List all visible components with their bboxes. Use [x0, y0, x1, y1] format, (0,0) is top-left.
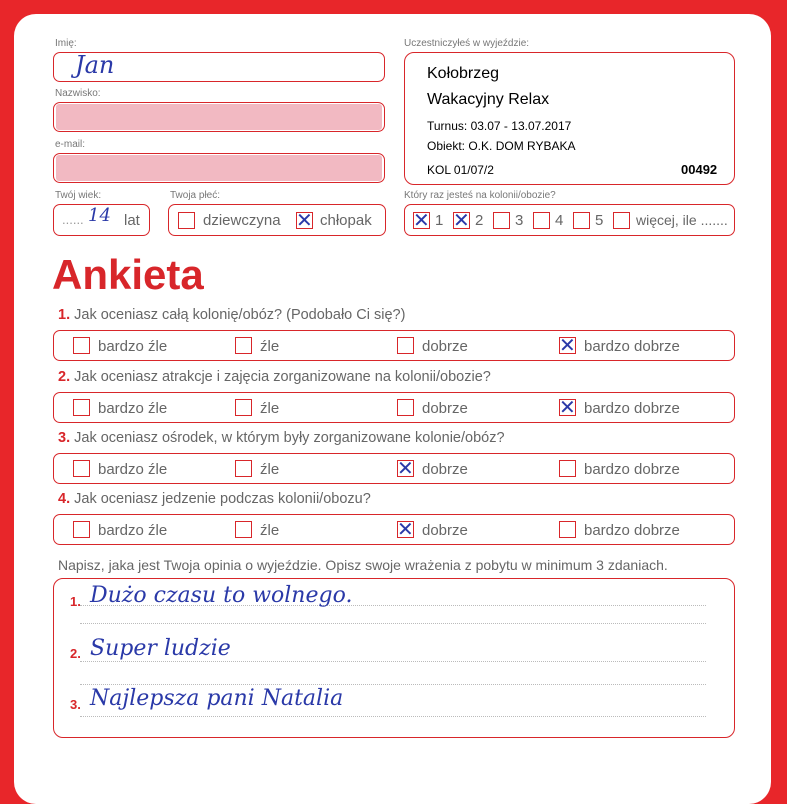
rating-label: bardzo dobrze — [584, 338, 680, 355]
surname-label: Nazwisko: — [55, 88, 101, 99]
times-5-label: 5 — [595, 212, 604, 229]
rating-checkbox[interactable] — [397, 337, 414, 354]
times-3-label: 3 — [515, 212, 524, 229]
rating-checkbox[interactable] — [235, 399, 252, 416]
times-2-label: 2 — [475, 212, 484, 229]
times-5-checkbox[interactable] — [573, 212, 590, 229]
rating-label: źle — [260, 461, 280, 478]
rating-label: bardzo dobrze — [584, 400, 680, 417]
rating-checkbox[interactable] — [397, 399, 414, 416]
rating-label: dobrze — [422, 400, 468, 417]
gender-label: Twoja płeć: — [170, 190, 221, 201]
rating-checkbox[interactable] — [559, 460, 576, 477]
times-2-mark: ✕ — [453, 208, 470, 232]
card-code: KOL 01/07/2 — [427, 163, 494, 177]
rating-check-mark: ✕ — [397, 517, 414, 541]
card-turnus: Turnus: 03.07 - 13.07.2017 — [427, 119, 572, 133]
question-3 — [58, 430, 505, 446]
times-1-label: 1 — [435, 212, 444, 229]
card-program: Wakacyjny Relax — [427, 91, 550, 108]
opinion-line-2b — [80, 684, 706, 685]
times-more-label: więcej, ile ....... — [636, 212, 728, 228]
email-redacted — [56, 155, 382, 181]
opinion-line-3 — [80, 716, 706, 717]
question-text: Jak oceniasz jedzenie podczas kolonii/obozu? — [74, 491, 371, 507]
age-label: Twój wiek: — [55, 190, 102, 201]
rating-checkbox[interactable] — [73, 521, 90, 538]
question-text: Jak oceniasz całą kolonię/obóz? (Podobało Ci się?) — [74, 307, 406, 323]
age-unit: lat — [124, 212, 140, 229]
opinion-num-3: 3. — [70, 697, 81, 712]
question-1 — [58, 307, 405, 323]
times-4-checkbox[interactable] — [533, 212, 550, 229]
question-number: 2. — [58, 369, 71, 385]
gender-female-checkbox[interactable] — [178, 212, 195, 229]
rating-label: bardzo źle — [98, 400, 168, 417]
card-city: Kołobrzeg — [427, 65, 500, 82]
question-4 — [58, 491, 371, 507]
rating-label: dobrze — [422, 338, 468, 355]
surname-redacted — [56, 104, 382, 130]
opinion-num-1: 1. — [70, 594, 81, 609]
rating-checkbox[interactable] — [235, 521, 252, 538]
opinion-answer-2: Super ludzie — [90, 636, 231, 661]
opinion-num-2: 2. — [70, 646, 81, 661]
times-4-label: 4 — [555, 212, 564, 229]
opinion-line-2 — [80, 661, 706, 662]
rating-label: źle — [260, 338, 280, 355]
times-3-checkbox[interactable] — [493, 212, 510, 229]
survey-title: Ankieta — [52, 251, 204, 298]
card-number: 00492 — [681, 162, 718, 177]
name-value: Jan — [75, 51, 115, 79]
name-label: Imię: — [55, 38, 77, 49]
rating-label: bardzo źle — [98, 461, 168, 478]
gender-male-label: chłopak — [320, 212, 372, 229]
question-text: Jak oceniasz ośrodek, w którym były zorganizowane kolonie/obóz? — [74, 430, 505, 446]
question-text: Jak oceniasz atrakcje i zajęcia zorganizowane na kolonii/obozie? — [74, 369, 491, 385]
times-label: Który raz jesteś na kolonii/obozie? — [404, 190, 556, 201]
rating-check-mark: ✕ — [559, 395, 576, 419]
question-number: 1. — [58, 307, 71, 323]
card-obiekt: Obiekt: O.K. DOM RYBAKA — [427, 139, 576, 153]
rating-label: dobrze — [422, 522, 468, 539]
opinion-answer-3: Najlepsza pani Natalia — [90, 686, 344, 711]
opinion-prompt: Napisz, jaka jest Twoja opinia o wyjeździe. Opisz swoje wrażenia z pobytu w minimum 3 zdaniach. — [58, 557, 668, 573]
rating-label: bardzo dobrze — [584, 461, 680, 478]
rating-check-mark: ✕ — [559, 333, 576, 357]
opinion-answer-1: Dużo czasu to wolnego. — [90, 583, 353, 608]
rating-label: źle — [260, 400, 280, 417]
email-label: e-mail: — [55, 139, 86, 150]
rating-label: źle — [260, 522, 280, 539]
rating-label: bardzo dobrze — [584, 522, 680, 539]
participant-label: Uczestniczyłeś w wyjeździe: — [404, 38, 530, 49]
rating-checkbox[interactable] — [73, 337, 90, 354]
question-number: 4. — [58, 491, 71, 507]
rating-checkbox[interactable] — [73, 460, 90, 477]
times-1-mark: ✕ — [413, 208, 430, 232]
rating-label: bardzo źle — [98, 338, 168, 355]
rating-checkbox[interactable] — [235, 460, 252, 477]
rating-check-mark: ✕ — [397, 456, 414, 480]
gender-female-label: dziewczyna — [203, 212, 281, 229]
question-number: 3. — [58, 430, 71, 446]
trip-card — [404, 52, 735, 185]
rating-checkbox[interactable] — [73, 399, 90, 416]
rating-label: bardzo źle — [98, 522, 168, 539]
times-more-checkbox[interactable] — [613, 212, 630, 229]
gender-male-mark: ✕ — [296, 208, 313, 232]
rating-checkbox[interactable] — [235, 337, 252, 354]
rating-label: dobrze — [422, 461, 468, 478]
rating-checkbox[interactable] — [559, 521, 576, 538]
age-value: 14 — [88, 205, 111, 226]
opinion-line-1b — [80, 623, 706, 624]
age-dots: ...... — [62, 212, 84, 227]
question-2 — [58, 369, 491, 385]
